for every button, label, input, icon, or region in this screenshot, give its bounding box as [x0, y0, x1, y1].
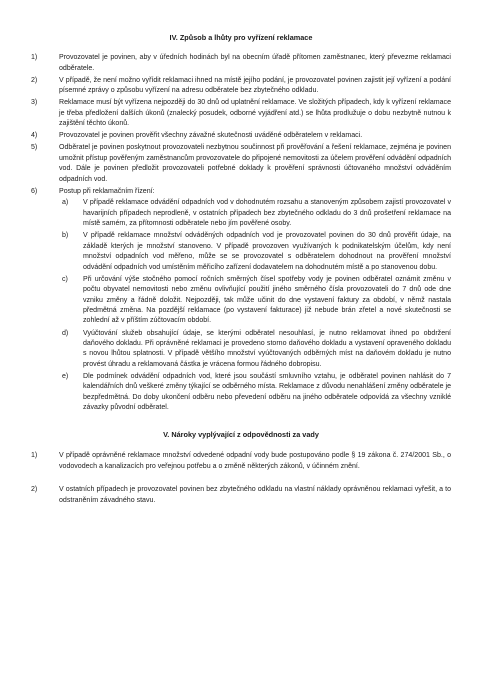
section-complaint-procedure: [31, 33, 451, 414]
item-number: 2): [31, 76, 38, 84]
item-number: 1): [31, 54, 38, 62]
item-number: 3): [31, 99, 38, 107]
list-item: [31, 451, 451, 472]
numbered-list: [31, 53, 451, 413]
list-item: [31, 53, 451, 74]
list-item: [31, 98, 451, 129]
list-item: [31, 131, 451, 141]
subitem-letter: d): [62, 329, 69, 337]
sublist-item: [59, 231, 451, 273]
item-text: Postup při reklamačním řízení:: [59, 187, 155, 195]
sublist-item: [59, 198, 451, 229]
subitem-text: V případě reklamace množství odváděných odpadních vod je provozovatel povinen do 30 dnů prověřit údaje, na základě kterých je množství stanoveno. V případě provozoven využívaných k podnikatelským účelům, kdy není množství odpadních vod měřeno, může se se provozovatel s odběratelem dohodnout na prověření množství odvádění odpadních vod umístěním měřicího zařízení dodavatelem na dohodnutém místě a po stanovenou dobu.: [83, 232, 451, 271]
subitem-text: Dle podmínek odvádění odpadních vod, které jsou součástí smluvního vztahu, je odběratel povinen nahlásit do 7 kalendářních dnů veškeré změny týkající se odběrného místa. Reklamace z důvodu nenahlášení změny odběratele je bezpředmětná. Do doby ukončení odběru nebo převedení odběru na jiného odběratele odpovídá za všechny vzniklé závazky původní odběratel.: [83, 372, 451, 412]
item-text: Odběratel je povinen poskytnout provozovateli nezbytnou součinnost při prověřování a řešení reklamace, zejména je povinen umožnit přístup pověřeným zaměstnancům provozovatele do připojené nemovitosti za účelem prověření odvádění odpadních vod. Dále je povinen předložit provozovateli potřebné doklady k prověření správnosti účtovaného množství odváděním odpadních vod.: [59, 144, 451, 183]
subitem-letter: c): [62, 275, 68, 283]
subitem-text: V případě reklamace odvádění odpadních vod v dohodnutém rozsahu a stanoveným způsobem zajistí provozovatel v havarijních případech neprodleně, v ostatních případech bez zbytečného odkladu do 3 dnů prošetření reklamace na místě samém, za přítomnosti odběratele nebo jím pověřené osoby.: [83, 199, 451, 228]
item-number: 1): [31, 452, 38, 460]
list-item: [31, 143, 451, 185]
subitem-text: Vyúčtování služeb obsahující údaje, se kterými odběratel nesouhlasí, je nutno reklamovat ihned po obdržení daňového dokladu. Při oprávněné reklamaci je provedeno storno daňového dokladu a vystavení opraveného dokladu s novou lhůtou splatnosti. V případě většího množství vyúčtovaných odběrných míst na daňovém dokladu je nutno provést úhradu a reklamovaná částka je vrácena formou řádného dobropisu.: [83, 329, 451, 368]
item-number: 2): [31, 486, 38, 494]
item-text: V případě, že není možno vyřídit reklamaci ihned na místě jejího podání, je provozovatel povinen zajistit její vyřízení a podání písemné zprávy o způsobu vyřízení na adresu odběratele bez zbytečného odkladu.: [59, 76, 451, 95]
section-heading: V. Nároky vyplývající z odpovědnosti za vady: [163, 429, 319, 439]
subitem-letter: a): [62, 199, 69, 207]
item-text: Reklamace musí být vyřízena nejpozději do 30 dnů od uplatnění reklamace. Ve složitých případech, kdy k vyřízení reklamace je třeba předložení dalších úkonů (znalecký posudek, odborné vyjádření atd.) se lhůta prodlužuje o dobu nezbytně nutnou k zajištění těchto úkonů.: [59, 99, 451, 128]
lettered-sublist: [59, 198, 451, 413]
sublist-item: [59, 275, 451, 327]
item-number: 5): [31, 144, 38, 152]
sublist-item: [59, 372, 451, 414]
subitem-letter: e): [62, 372, 69, 380]
list-item: [31, 187, 451, 414]
item-text: Provozovatel je povinen prověřit všechny závažné skutečnosti uváděné odběratelem v reklamaci.: [59, 132, 363, 140]
subitem-letter: b): [62, 232, 69, 240]
list-item: [31, 76, 451, 97]
list-item: [31, 485, 451, 506]
item-number: 6): [31, 187, 38, 195]
item-number: 4): [31, 132, 38, 140]
item-text: V ostatních případech je provozovatel povinen bez zbytečného odkladu na vlastní náklady oprávněnou reklamaci vyřešit, a to odstraněním závadného stavu.: [59, 486, 451, 504]
section-heading: IV. Způsob a lhůty pro vyřízení reklamace: [169, 33, 313, 42]
item-text: Provozovatel je povinen, aby v úředních hodinách byl na obecním úřadě přítomen zaměstnanec, který převezme reklamaci odběratele.: [59, 54, 451, 72]
sublist-item: [59, 329, 451, 371]
item-text: V případě oprávněné reklamace množství odvedené odpadní vody bude postupováno podle § 19 zákona č. 274/2001 Sb., o vodovodech a kanalizacích pro veřejnou potřebu a o změně některých zákonů, v účinném znění.: [59, 452, 451, 470]
section-liability-claims: [31, 430, 451, 506]
numbered-list: [31, 451, 451, 506]
subitem-text: Při určování výše stočného pomocí ročních směrných čísel spotřeby vody je povinen odběratel oznámit změnu v počtu obyvatel nemovitosti nebo změnu ovlivňující použití jiného směrného čísla provozovateli do 7 dnů ode dne vzniku změny a řádně doložit. Nejpozději, tak může učinit do dne vystavení faktury za období, v němž nastala předmětná změna. Na pozdější reklamace (po vystavení fakturace) již nebude brán zřetel a nové skutečnosti se zohlední až v příštím zúčtovacím období.: [83, 275, 451, 325]
